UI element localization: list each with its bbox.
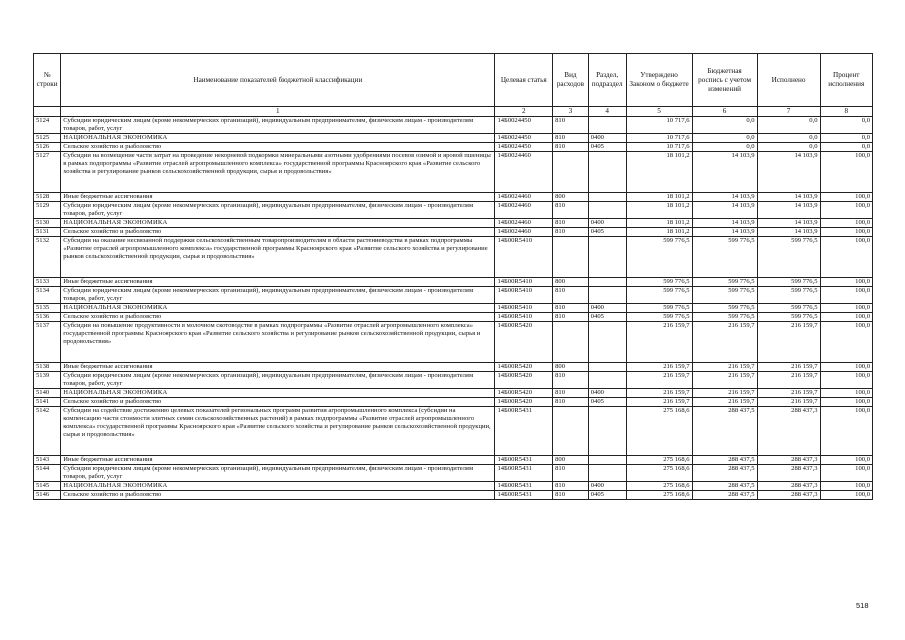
column-number: 5 xyxy=(626,107,692,117)
indicator-name-cell: Иные бюджетные ассигнования xyxy=(61,363,495,372)
percent-cell: 100,0 xyxy=(820,202,872,219)
table-row xyxy=(34,152,873,193)
row-number-cell: 5124 xyxy=(34,117,61,134)
budget-plan-cell: 216 159,7 xyxy=(692,363,757,372)
budget-plan-cell: 288 437,5 xyxy=(692,482,757,491)
indicator-name-cell: Субсидии юридическим лицам (кроме некоммерческих организаций), индивидуальным предпринимателям, физическим лицам - производителям товаров, работ, услуг xyxy=(61,117,495,134)
budget-table xyxy=(33,53,873,500)
row-number-cell: 5133 xyxy=(34,278,61,287)
row-number-cell: 5139 xyxy=(34,372,61,389)
executed-cell: 288 437,3 xyxy=(757,465,820,482)
section-cell xyxy=(588,193,626,202)
executed-cell: 599 776,5 xyxy=(757,287,820,304)
indicator-name-cell: НАЦИОНАЛЬНАЯ ЭКОНОМИКА xyxy=(61,389,495,398)
target-article-cell: 14Б00R5410 xyxy=(495,304,553,313)
expense-type-cell: 810 xyxy=(553,313,589,322)
row-number-cell: 5140 xyxy=(34,389,61,398)
indicator-name-cell: Субсидии на повышение продуктивности в молочном скотоводстве в рамках подпрограммы «Развитие отраслей агропромышленного комплекса» государственной программы Красноярского края «Развитие сельского хозяйства и регулирование рынков сельскохозяйственной продукции, сырья и продовольствия» xyxy=(61,322,495,363)
row-number-cell: 5137 xyxy=(34,322,61,363)
budget-plan-cell: 216 159,7 xyxy=(692,398,757,407)
expense-type-cell: 800 xyxy=(553,278,589,287)
percent-cell: 100,0 xyxy=(820,456,872,465)
row-number-cell: 5129 xyxy=(34,202,61,219)
target-article-cell: 14Б0024460 xyxy=(495,152,553,193)
row-number-cell: 5141 xyxy=(34,398,61,407)
approved-cell: 18 101,2 xyxy=(626,202,692,219)
executed-cell: 599 776,5 xyxy=(757,278,820,287)
approved-cell: 216 159,7 xyxy=(626,389,692,398)
executed-cell: 599 776,5 xyxy=(757,304,820,313)
table-row xyxy=(34,363,873,372)
expense-type-cell xyxy=(553,237,589,278)
indicator-name-cell: Сельское хозяйство и рыболовство xyxy=(61,143,495,152)
approved-cell: 275 168,6 xyxy=(626,491,692,500)
percent-cell: 100,0 xyxy=(820,152,872,193)
approved-cell: 10 717,6 xyxy=(626,134,692,143)
table-row xyxy=(34,117,873,134)
row-number-cell: 5135 xyxy=(34,304,61,313)
table-row xyxy=(34,202,873,219)
budget-plan-cell: 216 159,7 xyxy=(692,372,757,389)
percent-cell: 0,0 xyxy=(820,143,872,152)
row-number-cell: 5132 xyxy=(34,237,61,278)
approved-cell: 18 101,2 xyxy=(626,228,692,237)
header-target-article: Целевая статья xyxy=(495,54,553,107)
section-cell: 0400 xyxy=(588,389,626,398)
row-number-cell: 5142 xyxy=(34,407,61,456)
header-row-number: № строки xyxy=(34,54,61,107)
section-cell: 0405 xyxy=(588,491,626,500)
section-cell: 0405 xyxy=(588,398,626,407)
indicator-name-cell: Субсидии юридическим лицам (кроме некоммерческих организаций), индивидуальным предпринимателям, физическим лицам - производителям товаров, работ, услуг xyxy=(61,465,495,482)
indicator-name-cell: Иные бюджетные ассигнования xyxy=(61,456,495,465)
table-row xyxy=(34,219,873,228)
target-article-cell: 14Б00R5420 xyxy=(495,363,553,372)
table-row xyxy=(34,389,873,398)
expense-type-cell xyxy=(553,152,589,193)
budget-plan-cell: 14 103,9 xyxy=(692,152,757,193)
budget-plan-cell: 288 437,5 xyxy=(692,407,757,456)
percent-cell: 100,0 xyxy=(820,372,872,389)
row-number-cell: 5130 xyxy=(34,219,61,228)
target-article-cell: 14Б0024460 xyxy=(495,202,553,219)
budget-plan-cell: 599 776,5 xyxy=(692,304,757,313)
header-indicator-name: Наименование показателей бюджетной классификации xyxy=(61,54,495,107)
target-article-cell: 14Б00R5420 xyxy=(495,372,553,389)
section-cell xyxy=(588,237,626,278)
budget-plan-cell: 14 103,9 xyxy=(692,193,757,202)
approved-cell: 599 776,5 xyxy=(626,304,692,313)
column-number: 1 xyxy=(61,107,495,117)
row-number-cell: 5136 xyxy=(34,313,61,322)
section-cell xyxy=(588,117,626,134)
percent-cell: 100,0 xyxy=(820,278,872,287)
target-article-cell: 14Б00R5431 xyxy=(495,491,553,500)
percent-cell: 100,0 xyxy=(820,363,872,372)
executed-cell: 14 103,9 xyxy=(757,228,820,237)
column-number xyxy=(34,107,61,117)
indicator-name-cell: Сельское хозяйство и рыболовство xyxy=(61,398,495,407)
table-row xyxy=(34,465,873,482)
target-article-cell: 14Б00R5410 xyxy=(495,237,553,278)
header-percent: Процент исполнения xyxy=(820,54,872,107)
percent-cell: 100,0 xyxy=(820,465,872,482)
budget-plan-cell: 288 437,5 xyxy=(692,456,757,465)
target-article-cell: 14Б00R5410 xyxy=(495,287,553,304)
column-number: 7 xyxy=(757,107,820,117)
executed-cell: 599 776,5 xyxy=(757,313,820,322)
section-cell: 0405 xyxy=(588,143,626,152)
target-article-cell: 14Б0024460 xyxy=(495,228,553,237)
column-number: 8 xyxy=(820,107,872,117)
executed-cell: 599 776,5 xyxy=(757,237,820,278)
header-budget-plan: Бюджетная роспись с учетом изменений xyxy=(692,54,757,107)
percent-cell: 100,0 xyxy=(820,313,872,322)
expense-type-cell xyxy=(553,407,589,456)
executed-cell: 14 103,9 xyxy=(757,219,820,228)
approved-cell: 275 168,6 xyxy=(626,465,692,482)
section-cell xyxy=(588,372,626,389)
expense-type-cell: 810 xyxy=(553,202,589,219)
budget-plan-cell: 14 103,9 xyxy=(692,219,757,228)
section-cell xyxy=(588,465,626,482)
target-article-cell: 14Б00R5431 xyxy=(495,465,553,482)
column-number: 3 xyxy=(553,107,589,117)
row-number-cell: 5143 xyxy=(34,456,61,465)
budget-plan-cell: 599 776,5 xyxy=(692,278,757,287)
target-article-cell: 14Б00R5431 xyxy=(495,407,553,456)
row-number-cell: 5144 xyxy=(34,465,61,482)
row-number-cell: 5126 xyxy=(34,143,61,152)
column-number: 6 xyxy=(692,107,757,117)
executed-cell: 216 159,7 xyxy=(757,363,820,372)
section-cell xyxy=(588,202,626,219)
percent-cell: 100,0 xyxy=(820,389,872,398)
indicator-name-cell: НАЦИОНАЛЬНАЯ ЭКОНОМИКА xyxy=(61,134,495,143)
expense-type-cell: 810 xyxy=(553,117,589,134)
budget-plan-cell: 599 776,5 xyxy=(692,237,757,278)
budget-plan-cell: 288 437,5 xyxy=(692,465,757,482)
percent-cell: 100,0 xyxy=(820,482,872,491)
indicator-name-cell: Субсидии на возмещение части затрат на проведение некорневой подкормки минеральными азотными удобрениями посевов озимой и яровой пшеницы в рамках подпрограммы «Развитие отраслей агропромышленного комплекса» государственной программы Красноярского края «Развитие сельского хозяйства и регулирование рынков сельскохозяйственной продукции, сырья и продовольствия» xyxy=(61,152,495,193)
expense-type-cell: 810 xyxy=(553,482,589,491)
table-body xyxy=(34,117,873,500)
budget-plan-cell: 14 103,9 xyxy=(692,228,757,237)
approved-cell: 599 776,5 xyxy=(626,237,692,278)
table-header xyxy=(34,54,873,117)
approved-cell: 599 776,5 xyxy=(626,287,692,304)
executed-cell: 288 437,3 xyxy=(757,491,820,500)
approved-cell: 10 717,6 xyxy=(626,117,692,134)
row-number-cell: 5138 xyxy=(34,363,61,372)
executed-cell: 0,0 xyxy=(757,134,820,143)
executed-cell: 0,0 xyxy=(757,143,820,152)
budget-plan-cell: 599 776,5 xyxy=(692,313,757,322)
approved-cell: 10 717,6 xyxy=(626,143,692,152)
percent-cell: 100,0 xyxy=(820,237,872,278)
table-row xyxy=(34,456,873,465)
section-cell: 0400 xyxy=(588,134,626,143)
executed-cell: 14 103,9 xyxy=(757,152,820,193)
approved-cell: 18 101,2 xyxy=(626,152,692,193)
percent-cell: 100,0 xyxy=(820,322,872,363)
table-row xyxy=(34,237,873,278)
percent-cell: 100,0 xyxy=(820,193,872,202)
section-cell xyxy=(588,287,626,304)
percent-cell: 100,0 xyxy=(820,398,872,407)
section-cell: 0405 xyxy=(588,228,626,237)
target-article-cell: 14Б00R5410 xyxy=(495,313,553,322)
indicator-name-cell: НАЦИОНАЛЬНАЯ ЭКОНОМИКА xyxy=(61,482,495,491)
expense-type-cell: 800 xyxy=(553,193,589,202)
target-article-cell: 14Б0024460 xyxy=(495,193,553,202)
percent-cell: 100,0 xyxy=(820,287,872,304)
table-row xyxy=(34,407,873,456)
budget-plan-cell: 216 159,7 xyxy=(692,322,757,363)
row-number-cell: 5134 xyxy=(34,287,61,304)
section-cell xyxy=(588,363,626,372)
executed-cell: 216 159,7 xyxy=(757,398,820,407)
approved-cell: 216 159,7 xyxy=(626,322,692,363)
expense-type-cell: 810 xyxy=(553,287,589,304)
approved-cell: 275 168,6 xyxy=(626,407,692,456)
section-cell xyxy=(588,407,626,456)
header-executed: Исполнено xyxy=(757,54,820,107)
approved-cell: 216 159,7 xyxy=(626,398,692,407)
expense-type-cell: 810 xyxy=(553,304,589,313)
expense-type-cell: 810 xyxy=(553,465,589,482)
approved-cell: 216 159,7 xyxy=(626,372,692,389)
table-row xyxy=(34,228,873,237)
percent-cell: 100,0 xyxy=(820,219,872,228)
indicator-name-cell: НАЦИОНАЛЬНАЯ ЭКОНОМИКА xyxy=(61,219,495,228)
section-cell xyxy=(588,152,626,193)
approved-cell: 18 101,2 xyxy=(626,193,692,202)
target-article-cell: 14Б00R5431 xyxy=(495,456,553,465)
executed-cell: 14 103,9 xyxy=(757,193,820,202)
target-article-cell: 14Б0024460 xyxy=(495,219,553,228)
executed-cell: 216 159,7 xyxy=(757,389,820,398)
header-expense-type: Вид расходов xyxy=(553,54,589,107)
percent-cell: 100,0 xyxy=(820,304,872,313)
row-number-cell: 5146 xyxy=(34,491,61,500)
executed-cell: 14 103,9 xyxy=(757,202,820,219)
row-number-cell: 5131 xyxy=(34,228,61,237)
budget-plan-cell: 14 103,9 xyxy=(692,202,757,219)
indicator-name-cell: Сельское хозяйство и рыболовство xyxy=(61,313,495,322)
indicator-name-cell: Субсидии юридическим лицам (кроме некоммерческих организаций), индивидуальным предпринимателям, физическим лицам - производителям товаров, работ, услуг xyxy=(61,372,495,389)
approved-cell: 275 168,6 xyxy=(626,482,692,491)
row-number-cell: 5145 xyxy=(34,482,61,491)
executed-cell: 288 437,3 xyxy=(757,482,820,491)
target-article-cell: 14Б0024450 xyxy=(495,117,553,134)
percent-cell: 100,0 xyxy=(820,228,872,237)
indicator-name-cell: Иные бюджетные ассигнования xyxy=(61,193,495,202)
table-row xyxy=(34,278,873,287)
target-article-cell: 14Б00R5431 xyxy=(495,482,553,491)
table-row xyxy=(34,313,873,322)
table-row xyxy=(34,322,873,363)
column-number: 2 xyxy=(495,107,553,117)
executed-cell: 216 159,7 xyxy=(757,322,820,363)
table-row xyxy=(34,491,873,500)
target-article-cell: 14Б00R5420 xyxy=(495,389,553,398)
table-row xyxy=(34,482,873,491)
section-cell xyxy=(588,322,626,363)
indicator-name-cell: НАЦИОНАЛЬНАЯ ЭКОНОМИКА xyxy=(61,304,495,313)
approved-cell: 599 776,5 xyxy=(626,313,692,322)
approved-cell: 275 168,6 xyxy=(626,456,692,465)
row-number-cell: 5128 xyxy=(34,193,61,202)
approved-cell: 18 101,2 xyxy=(626,219,692,228)
table-row xyxy=(34,134,873,143)
expense-type-cell: 810 xyxy=(553,219,589,228)
budget-plan-cell: 599 776,5 xyxy=(692,287,757,304)
column-number: 4 xyxy=(588,107,626,117)
table-row xyxy=(34,372,873,389)
indicator-name-cell: Субсидии юридическим лицам (кроме некоммерческих организаций), индивидуальным предпринимателям, физическим лицам - производителям товаров, работ, услуг xyxy=(61,287,495,304)
expense-type-cell: 800 xyxy=(553,363,589,372)
header-section: Раздел, подраздел xyxy=(588,54,626,107)
budget-plan-cell: 0,0 xyxy=(692,134,757,143)
header-approved: Утверждено Законом о бюджете xyxy=(626,54,692,107)
indicator-name-cell: Субсидии на оказание несвязанной поддержки сельскохозяйственным товаропроизводителям в области растениеводства в рамках подпрограммы «Развитие отраслей агропромышленного комплекса» государственной программы Красноярского края «Развитие сельского хозяйства и регулирование рынков сельскохозяйственной продукции, сырья и продовольствия» xyxy=(61,237,495,278)
indicator-name-cell: Субсидии на содействие достижению целевых показателей региональных программ развития агропромышленного комплекса (субсидии на компенсацию части стоимости элитных семян сельскохозяйственных растений) в рамках подпрограммы «Развитие отраслей агропромышленного комплекса» государственной программы Красноярского края «Развитие сельского хозяйства и регулирование рынков сельскохозяйственной продукции, сырья и продовольствия» xyxy=(61,407,495,456)
section-cell: 0405 xyxy=(588,313,626,322)
table-row xyxy=(34,193,873,202)
table-row xyxy=(34,304,873,313)
expense-type-cell xyxy=(553,322,589,363)
expense-type-cell: 810 xyxy=(553,143,589,152)
target-article-cell: 14Б00R5420 xyxy=(495,398,553,407)
indicator-name-cell: Субсидии юридическим лицам (кроме некоммерческих организаций), индивидуальным предпринимателям, физическим лицам - производителям товаров, работ, услуг xyxy=(61,202,495,219)
page-number: 518 xyxy=(856,601,869,610)
executed-cell: 288 437,3 xyxy=(757,407,820,456)
approved-cell: 599 776,5 xyxy=(626,278,692,287)
section-cell: 0400 xyxy=(588,482,626,491)
budget-plan-cell: 0,0 xyxy=(692,143,757,152)
target-article-cell: 14Б00R5410 xyxy=(495,278,553,287)
percent-cell: 0,0 xyxy=(820,134,872,143)
expense-type-cell: 810 xyxy=(553,398,589,407)
executed-cell: 0,0 xyxy=(757,117,820,134)
budget-plan-cell: 216 159,7 xyxy=(692,389,757,398)
section-cell: 0400 xyxy=(588,219,626,228)
section-cell xyxy=(588,456,626,465)
row-number-cell: 5127 xyxy=(34,152,61,193)
section-cell xyxy=(588,278,626,287)
indicator-name-cell: Иные бюджетные ассигнования xyxy=(61,278,495,287)
expense-type-cell: 810 xyxy=(553,491,589,500)
budget-plan-cell: 288 437,5 xyxy=(692,491,757,500)
percent-cell: 0,0 xyxy=(820,117,872,134)
table-row xyxy=(34,287,873,304)
indicator-name-cell: Сельское хозяйство и рыболовство xyxy=(61,228,495,237)
column-number-row xyxy=(34,107,873,117)
row-number-cell: 5125 xyxy=(34,134,61,143)
executed-cell: 216 159,7 xyxy=(757,372,820,389)
expense-type-cell: 810 xyxy=(553,389,589,398)
table-row xyxy=(34,398,873,407)
section-cell: 0400 xyxy=(588,304,626,313)
percent-cell: 100,0 xyxy=(820,407,872,456)
table-row xyxy=(34,143,873,152)
indicator-name-cell: Сельское хозяйство и рыболовство xyxy=(61,491,495,500)
expense-type-cell: 800 xyxy=(553,456,589,465)
approved-cell: 216 159,7 xyxy=(626,363,692,372)
percent-cell: 100,0 xyxy=(820,491,872,500)
target-article-cell: 14Б00R5420 xyxy=(495,322,553,363)
target-article-cell: 14Б0024450 xyxy=(495,134,553,143)
budget-plan-cell: 0,0 xyxy=(692,117,757,134)
target-article-cell: 14Б0024450 xyxy=(495,143,553,152)
expense-type-cell: 810 xyxy=(553,372,589,389)
expense-type-cell: 810 xyxy=(553,228,589,237)
executed-cell: 288 437,3 xyxy=(757,456,820,465)
expense-type-cell: 810 xyxy=(553,134,589,143)
